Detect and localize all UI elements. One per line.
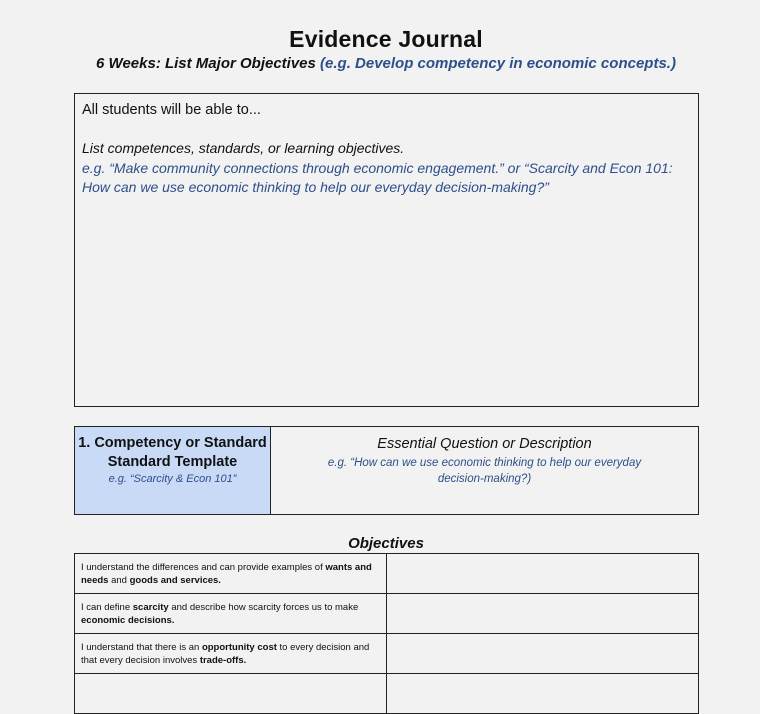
essential-question-example: e.g. “How can we use economic thinking to help our everyday decision-making?) — [327, 457, 642, 485]
objective-keyword: scarcity — [132, 601, 169, 613]
objective-evidence-cell[interactable] — [387, 554, 699, 594]
objective-evidence-cell[interactable] — [387, 594, 699, 634]
objective-text: and describe how scarcity forces us to make — [168, 601, 359, 613]
objective-keyword: opportunity cost — [201, 641, 277, 653]
objective-keyword: trade-offs. — [199, 654, 247, 666]
subtitle-main: 6 Weeks: List Major Objectives — [96, 55, 316, 72]
competency-heading-cell[interactable] — [75, 427, 271, 514]
objective-text-cell — [75, 634, 387, 674]
objective-text: I understand the differences and can provide examples of — [81, 561, 326, 573]
objective-keyword: economic decisions. — [81, 614, 175, 626]
objective-text: I understand that there is an — [81, 641, 202, 653]
objective-keyword: goods and services. — [129, 574, 221, 586]
box-example-text: e.g. “Make community connections through economic engagement.” or “Scarcity and Econ 101: How can we use economic thinking to help our everyday decision-making?” — [82, 160, 673, 195]
objective-keyword: wants and needs — [81, 561, 372, 586]
competency-heading-example: e.g. “Scarcity & Econ 101” — [108, 473, 237, 485]
page-subtitle — [0, 55, 760, 72]
table-row — [75, 594, 699, 634]
objective-evidence-cell[interactable] — [387, 674, 699, 714]
objectives-input-box[interactable] — [74, 93, 699, 407]
objectives-title: Objectives — [348, 535, 424, 552]
table-row — [75, 674, 699, 714]
objective-text: and — [108, 574, 130, 586]
objective-text: I can define — [81, 601, 133, 613]
table-row — [75, 634, 699, 674]
objective-evidence-cell[interactable] — [387, 634, 699, 674]
box-intro-text: All students will be able to... — [82, 102, 261, 118]
page-title: Evidence Journal — [289, 26, 483, 52]
subtitle-example: (e.g. Develop competency in economic concepts.) — [320, 55, 676, 72]
objective-text-cell — [75, 554, 387, 594]
objective-text: to every decision and that every decision involves — [81, 641, 370, 666]
objectives-table — [74, 553, 699, 714]
box-instruction-text: List competences, standards, or learning objectives. — [82, 140, 405, 156]
table-row — [75, 554, 699, 594]
essential-question-cell[interactable] — [271, 427, 698, 514]
objective-text-cell — [75, 594, 387, 634]
objective-text-cell — [75, 674, 387, 714]
competency-heading: 1. Competency or Standard Standard Template — [78, 435, 267, 470]
competency-table — [74, 426, 699, 515]
essential-question-label: Essential Question or Description — [377, 436, 592, 452]
